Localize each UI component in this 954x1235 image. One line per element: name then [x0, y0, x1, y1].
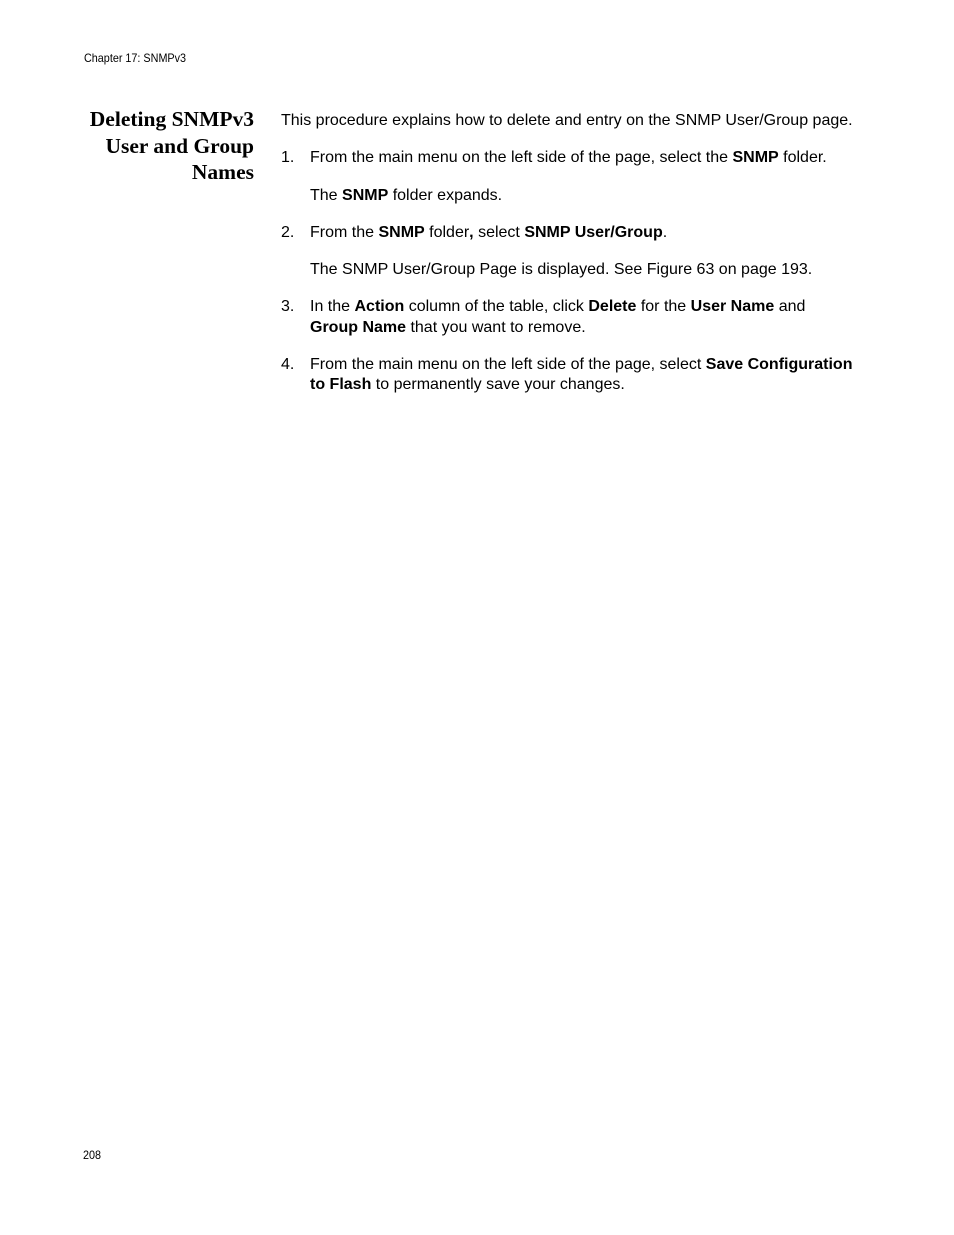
step-result: The SNMP User/Group Page is displayed. See Figure 63 on page 193. [310, 261, 813, 278]
page-number: 208 [83, 1148, 102, 1162]
ui-term-snmp-user-group: SNMP User/Group [524, 223, 663, 241]
step-instruction [310, 148, 853, 169]
step-4 [281, 355, 853, 396]
ui-term-save-configuration: Save Configuration to Flash [310, 355, 853, 393]
text-run: The [310, 186, 343, 204]
step-number: 3. [281, 298, 295, 315]
section-heading-line-3: Names [191, 160, 254, 184]
text-run: From the main menu on the left side of the page, select the [310, 149, 733, 166]
text-run: that you want to remove. [406, 318, 586, 336]
section-heading-line-1: Deleting SNMPv3 [89, 107, 254, 131]
section-heading [60, 106, 254, 186]
step-2 [281, 223, 853, 281]
ui-term-group-name: Group Name [310, 318, 407, 336]
text-run: In the [310, 298, 355, 315]
ui-term-snmp: SNMP [342, 186, 389, 204]
step-instruction [310, 297, 853, 338]
text-run: . [662, 223, 668, 241]
step-1 [281, 148, 853, 206]
ui-term-snmp: SNMP [732, 149, 779, 166]
text-run: to permanently save your changes. [371, 376, 625, 393]
text-run: From the [310, 223, 379, 241]
text-run: column of the table, click [404, 298, 589, 315]
ui-term-user-name: User Name [690, 298, 775, 315]
text-run: , [469, 223, 474, 241]
step-instruction [310, 223, 853, 244]
section-heading-line-2: User and Group [105, 133, 254, 158]
text-run: select [473, 223, 525, 241]
ui-term-snmp: SNMP [378, 223, 425, 241]
text-run: folder [424, 223, 470, 241]
step-instruction [310, 355, 853, 396]
intro-paragraph: This procedure explains how to delete and entry on the SNMP User/Group page. [281, 112, 853, 129]
step-number: 2. [281, 223, 295, 241]
text-run: folder. [778, 149, 827, 166]
procedure-body [281, 111, 853, 412]
step-number: 1. [281, 149, 295, 166]
step-number: 4. [281, 355, 295, 373]
step-3 [281, 297, 853, 338]
step-result [310, 186, 853, 207]
ui-term-delete: Delete [588, 298, 637, 315]
text-run: folder expands. [388, 186, 503, 204]
running-header: Chapter 17: SNMPv3 [84, 51, 187, 65]
text-run: From the main menu on the left side of the page, select [310, 355, 706, 373]
text-run: for the [636, 298, 691, 315]
ui-term-action: Action [354, 298, 405, 315]
text-run: and [774, 298, 806, 315]
